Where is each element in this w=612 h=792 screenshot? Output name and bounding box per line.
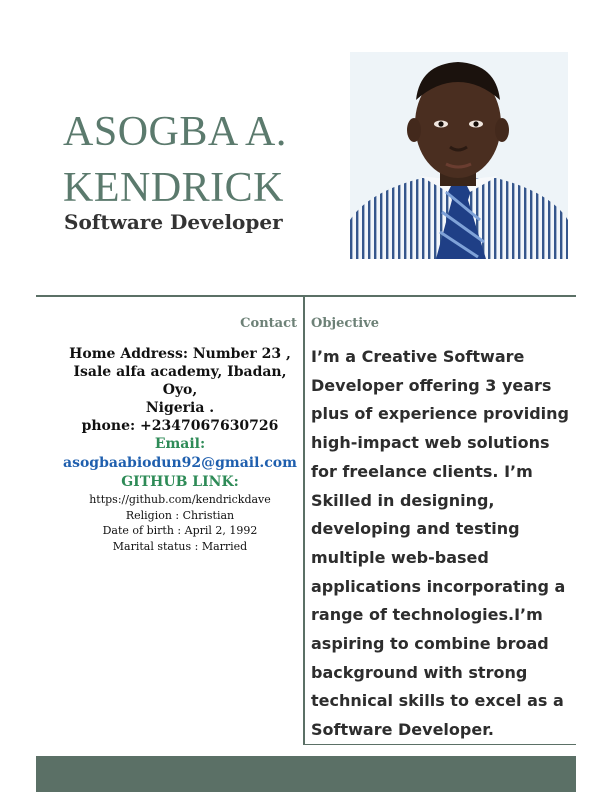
portrait-image [350,52,568,259]
objective-heading: Objective [311,316,380,331]
marital-status: Marital status : Married [112,539,248,553]
github-label: GITHUB LINK: [121,474,239,490]
phone-number: phone: +2347067630726 [81,418,279,434]
address-line-3: Oyo, [162,382,198,398]
header-divider [36,295,576,297]
github-link[interactable]: https://github.com/kendrickdave [89,493,271,506]
address-label: Home Address: Number 23 , [69,346,291,362]
email-label: Email: [154,436,206,452]
contact-heading: Contact [240,316,297,331]
candidate-name [63,104,287,216]
job-title: Software Developer [64,210,283,234]
address-line-2: Isale alfa academy, Ibadan, [73,364,287,380]
footer-bar [36,756,576,792]
objective-text: I’m a Creative Software Developer offering 3 years plus of experience providing high-impact web solutions for freelance clients. I’m Skilled in designing, developing and testing multiple web-based applications incorporating a range of technologies.I’m aspiring to combine broad background with strong technical skills to excel as a Software Developer. [311,347,569,740]
date-of-birth: Date of birth : April 2, 1992 [102,524,258,537]
contact-block [50,345,310,554]
email-link[interactable]: asogbaabiodun92@gmail.com [63,455,297,471]
religion: Religion : Christian [125,508,235,522]
name-line-1: ASOGBA A. [63,109,287,155]
address-line-4: Nigeria . [145,400,215,416]
profile-photo [350,52,568,259]
name-line-2: KENDRICK [63,165,284,211]
